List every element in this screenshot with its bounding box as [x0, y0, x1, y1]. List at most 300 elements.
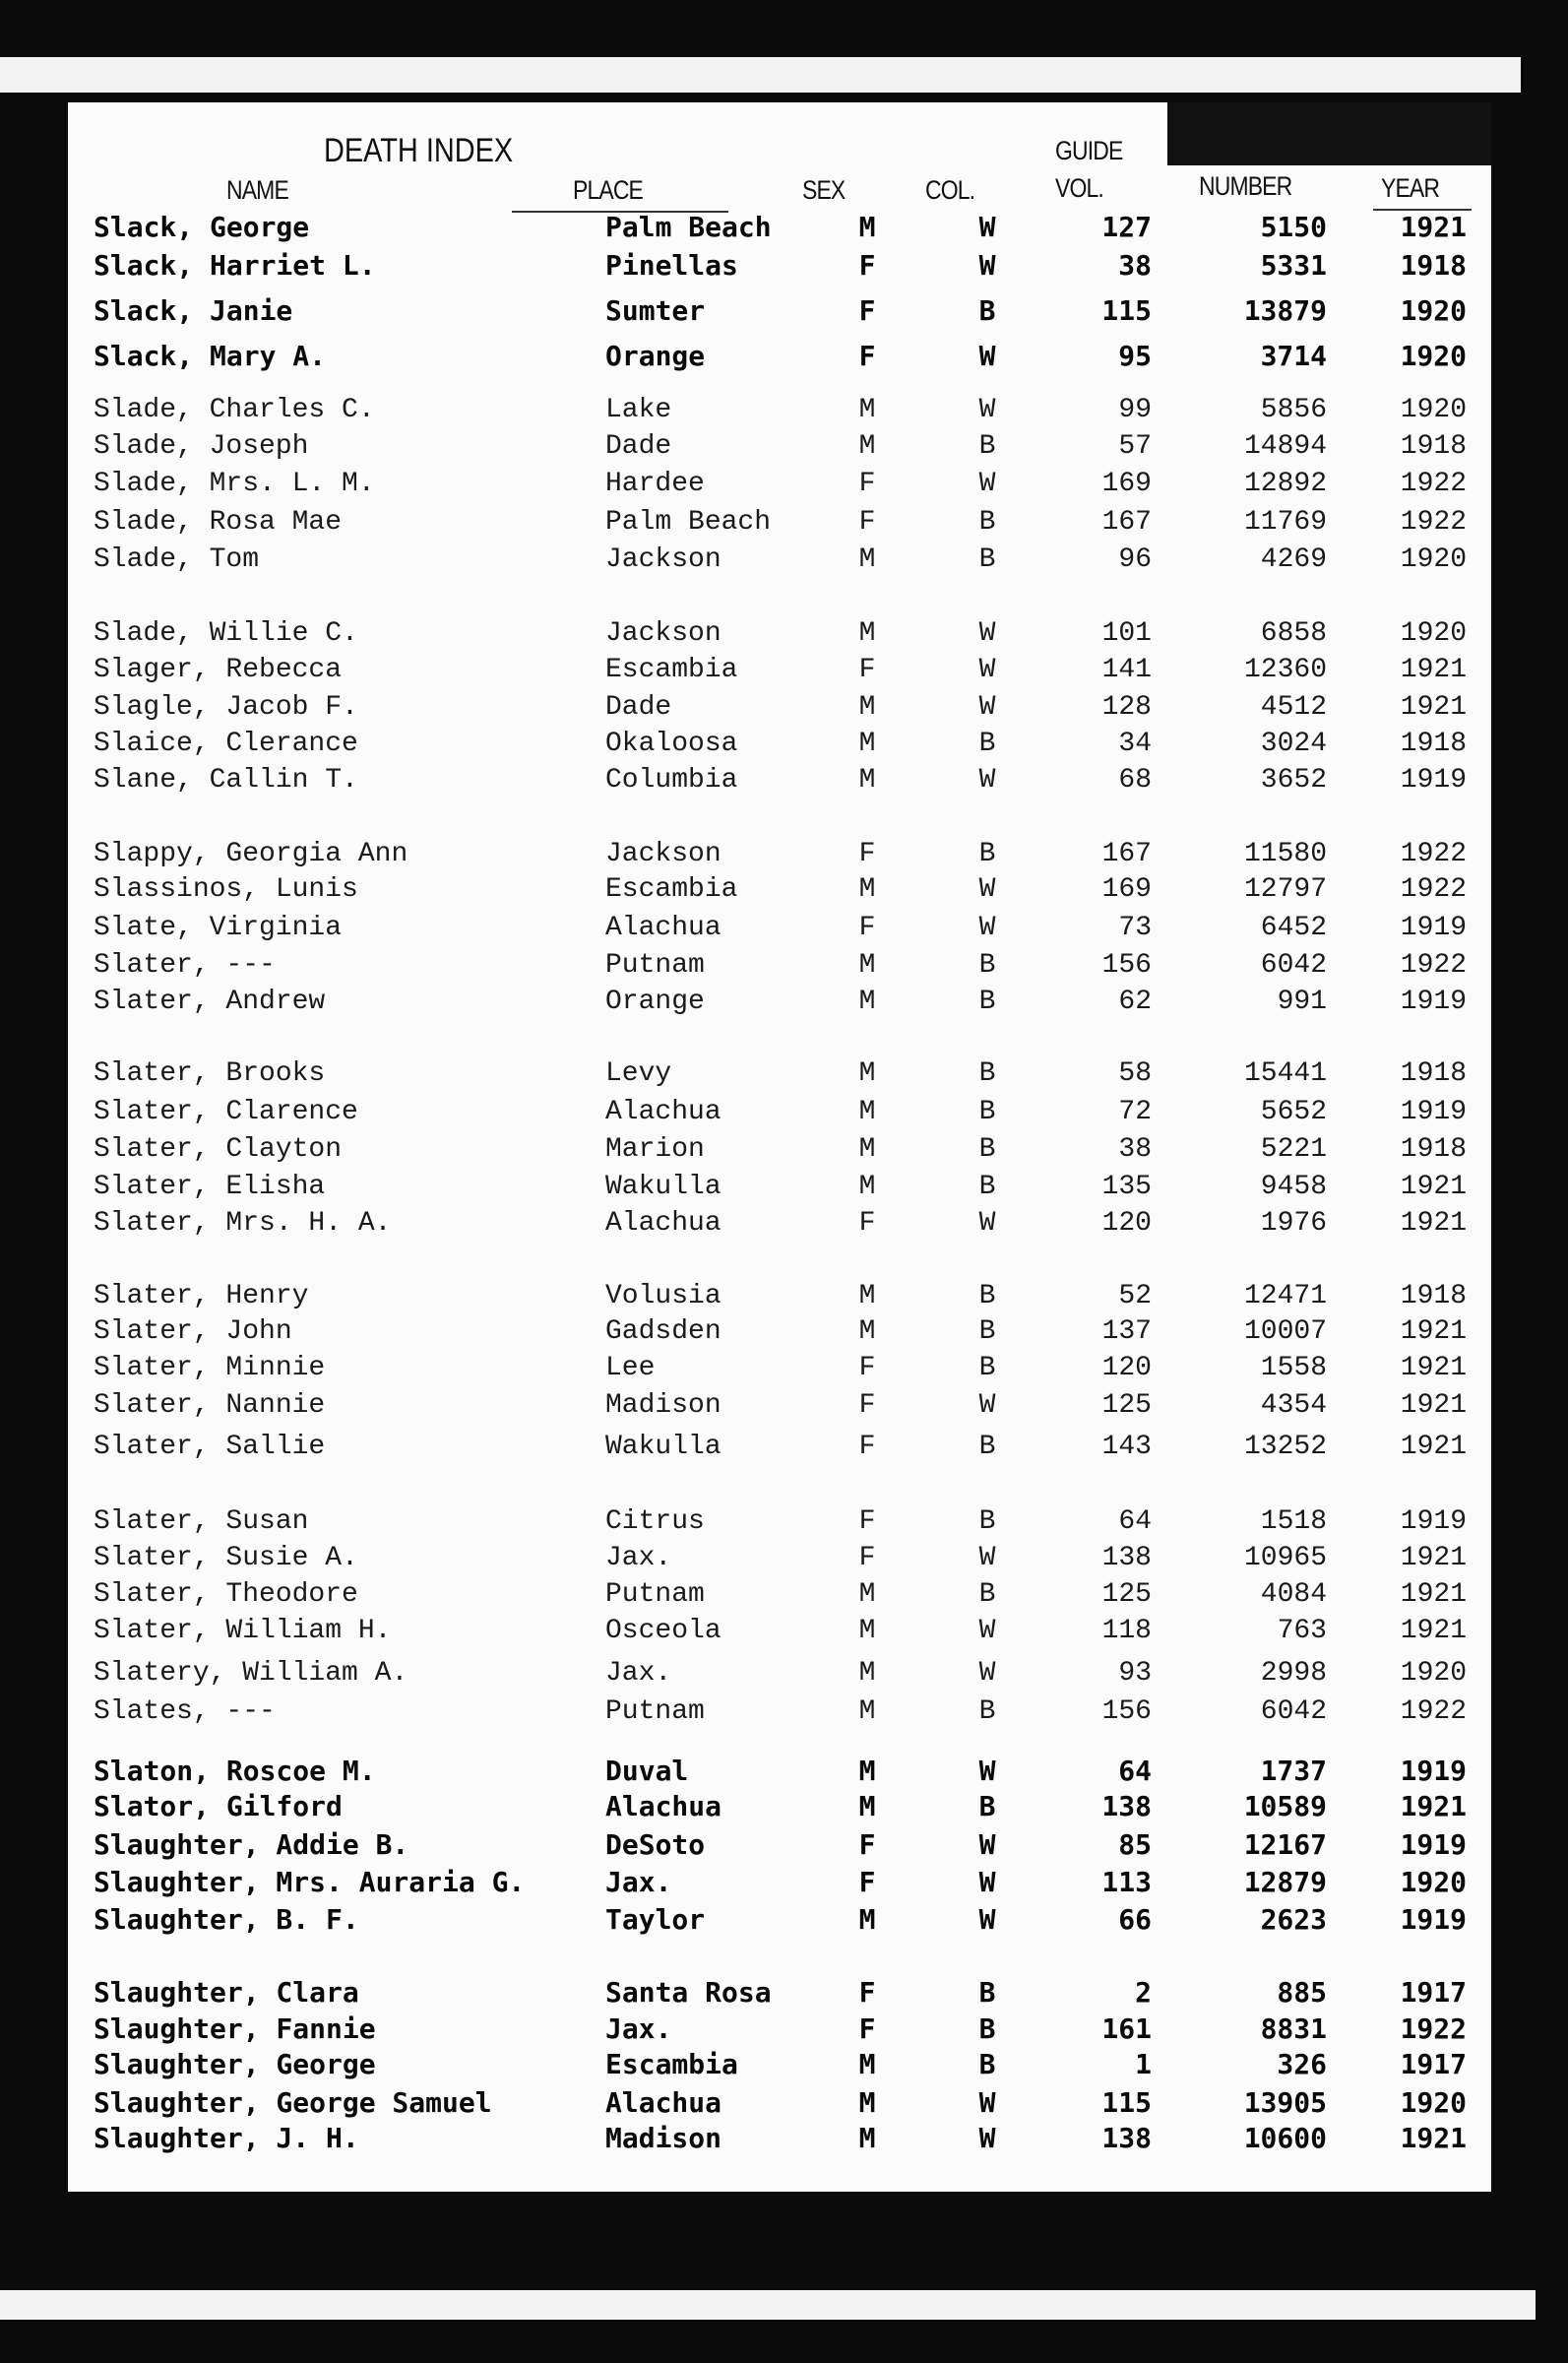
row-year: 1919: [1400, 1903, 1467, 1936]
row-volume: 1: [1135, 2048, 1152, 2080]
row-number: 5150: [1260, 211, 1327, 243]
row-place: Putnam: [605, 950, 705, 981]
row-place: Orange: [605, 987, 705, 1017]
row-number: 13905: [1243, 2086, 1327, 2119]
row-number: 12360: [1243, 655, 1327, 685]
row-name: Slaughter, B. F.: [94, 1903, 359, 1936]
table-row: [0, 839, 1568, 874]
row-name: Slaughter, Addie B.: [94, 1828, 409, 1861]
row-place: Marion: [605, 1134, 705, 1165]
row-number: 14894: [1243, 431, 1327, 462]
row-sex: F: [858, 294, 876, 327]
row-number: 13879: [1243, 294, 1327, 327]
row-name: Slater, Henry: [94, 1281, 309, 1311]
row-year: 1920: [1400, 618, 1467, 649]
row-place: Alachua: [605, 1097, 721, 1127]
table-row: [0, 1755, 1568, 1790]
row-name: Slaughter, George Samuel: [94, 2086, 492, 2119]
row-place: Jackson: [605, 618, 721, 649]
row-volume: 113: [1101, 1866, 1152, 1898]
row-sex: M: [858, 395, 876, 425]
scan-bottom-strip: [0, 2290, 1536, 2320]
row-place: Jax.: [605, 1866, 672, 1898]
row-sex: F: [858, 1353, 876, 1383]
row-volume: 120: [1101, 1353, 1152, 1383]
row-sex: M: [858, 692, 876, 723]
row-color: B: [978, 1316, 996, 1347]
table-row: [0, 469, 1568, 504]
row-place: Jax.: [605, 2012, 672, 2045]
row-color: W: [978, 211, 996, 243]
row-number: 10600: [1243, 2122, 1327, 2154]
row-color: W: [978, 1903, 996, 1936]
row-color: B: [978, 1432, 996, 1462]
row-name: Slaughter, Clara: [94, 1976, 359, 2009]
row-year: 1920: [1400, 1658, 1467, 1689]
row-place: Jax.: [605, 1543, 672, 1573]
row-year: 1918: [1400, 729, 1467, 759]
row-place: Okaloosa: [605, 729, 738, 759]
row-color: B: [978, 1976, 996, 2009]
table-row: [0, 1579, 1568, 1615]
row-place: Palm Beach: [605, 211, 772, 243]
row-place: Lee: [605, 1353, 656, 1383]
row-name: Slappy, Georgia Ann: [94, 839, 408, 869]
row-place: Palm Beach: [605, 507, 772, 538]
row-sex: M: [858, 618, 876, 649]
row-name: Slager, Rebecca: [94, 655, 343, 685]
row-name: Slagle, Jacob F.: [94, 692, 358, 723]
row-place: Escambia: [605, 2048, 738, 2080]
table-row: [0, 987, 1568, 1022]
row-name: Slater, Mrs. H. A.: [94, 1208, 392, 1239]
row-name: Slater, Minnie: [94, 1353, 326, 1383]
row-number: 8831: [1260, 2012, 1327, 2045]
row-name: Slater, Clayton: [94, 1134, 343, 1165]
row-year: 1918: [1400, 431, 1467, 462]
row-volume: 72: [1118, 1097, 1152, 1127]
row-name: Slate, Virginia: [94, 913, 343, 943]
row-year: 1921: [1400, 211, 1467, 243]
row-year: 1917: [1400, 2048, 1467, 2080]
row-name: Slaughter, Mrs. Auraria G.: [94, 1866, 526, 1898]
header-number: NUMBER: [1199, 171, 1292, 201]
row-year: 1921: [1400, 1616, 1467, 1646]
row-sex: F: [858, 1828, 876, 1861]
row-number: 6452: [1260, 913, 1327, 943]
guide-label: GUIDE: [1055, 136, 1123, 165]
row-place: Dade: [605, 692, 672, 723]
row-year: 1917: [1400, 1976, 1467, 2009]
table-row: [0, 1790, 1568, 1825]
row-sex: M: [858, 1281, 876, 1311]
row-place: Orange: [605, 340, 706, 372]
row-volume: 156: [1101, 950, 1152, 981]
table-row: [0, 1696, 1568, 1732]
row-name: Slater, Theodore: [94, 1579, 358, 1610]
row-volume: 138: [1101, 2122, 1152, 2154]
row-sex: F: [858, 1866, 876, 1898]
table-row: [0, 1208, 1568, 1244]
row-color: W: [978, 1755, 996, 1787]
row-color: B: [978, 1058, 996, 1089]
row-name: Slatery, William A.: [94, 1658, 408, 1689]
row-sex: F: [858, 2012, 876, 2045]
table-row: [0, 249, 1568, 285]
row-name: Slade, Rosa Mae: [94, 507, 343, 538]
row-place: DeSoto: [605, 1828, 706, 1861]
table-row: [0, 395, 1568, 430]
row-name: Slater, Brooks: [94, 1058, 326, 1089]
row-year: 1918: [1400, 1134, 1467, 1165]
table-row: [0, 1058, 1568, 1094]
row-place: Putnam: [605, 1579, 705, 1610]
row-place: Gadsden: [605, 1316, 721, 1347]
row-volume: 125: [1101, 1390, 1152, 1421]
row-color: W: [978, 1616, 996, 1646]
row-year: 1922: [1400, 1696, 1467, 1727]
row-color: B: [978, 1281, 996, 1311]
row-place: Jax.: [605, 1658, 672, 1689]
table-row: [0, 913, 1568, 948]
row-number: 12879: [1243, 1866, 1327, 1898]
row-volume: 38: [1118, 249, 1152, 282]
row-volume: 64: [1118, 1506, 1152, 1537]
row-color: W: [978, 469, 996, 499]
row-volume: 120: [1101, 1208, 1152, 1239]
row-volume: 115: [1101, 2086, 1152, 2119]
row-volume: 115: [1101, 294, 1152, 327]
row-name: Slane, Callin T.: [94, 765, 358, 796]
row-sex: M: [858, 1097, 876, 1127]
row-color: B: [978, 2012, 996, 2045]
row-year: 1921: [1400, 1390, 1467, 1421]
row-volume: 95: [1118, 340, 1152, 372]
row-name: Slates, ---: [94, 1696, 276, 1727]
row-year: 1919: [1400, 913, 1467, 943]
row-name: Slack, Mary A.: [94, 340, 327, 372]
row-sex: F: [858, 249, 876, 282]
row-year: 1922: [1400, 950, 1467, 981]
row-volume: 161: [1101, 2012, 1152, 2045]
row-place: Volusia: [605, 1281, 721, 1311]
row-color: B: [978, 544, 996, 575]
row-name: Slaughter, George: [94, 2048, 376, 2080]
row-number: 3714: [1260, 340, 1327, 372]
row-color: W: [978, 913, 996, 943]
row-place: Alachua: [605, 1790, 722, 1822]
header-col: COL.: [925, 175, 975, 205]
row-volume: 128: [1101, 692, 1152, 723]
table-row: [0, 2048, 1568, 2083]
row-sex: F: [858, 1976, 876, 2009]
row-year: 1922: [1400, 469, 1467, 499]
row-year: 1922: [1400, 2012, 1467, 2045]
table-row: [0, 618, 1568, 654]
row-number: 5331: [1260, 249, 1327, 282]
row-sex: F: [858, 1432, 876, 1462]
row-volume: 62: [1118, 987, 1152, 1017]
row-color: B: [978, 1696, 996, 1727]
row-volume: 138: [1101, 1790, 1152, 1822]
row-number: 6042: [1260, 950, 1327, 981]
row-sex: M: [858, 1316, 876, 1347]
row-name: Slater, Sallie: [94, 1432, 326, 1462]
row-name: Slaton, Roscoe M.: [94, 1755, 376, 1787]
row-color: B: [978, 987, 996, 1017]
row-number: 1558: [1260, 1353, 1327, 1383]
row-sex: M: [858, 1172, 876, 1202]
row-year: 1921: [1400, 1432, 1467, 1462]
row-number: 10589: [1243, 1790, 1327, 1822]
row-year: 1922: [1400, 874, 1467, 905]
row-year: 1922: [1400, 839, 1467, 869]
row-color: B: [978, 839, 996, 869]
row-place: Alachua: [605, 2086, 722, 2119]
row-number: 15441: [1243, 1058, 1327, 1089]
row-name: Slaughter, J. H.: [94, 2122, 359, 2154]
row-number: 3652: [1260, 765, 1327, 796]
row-sex: M: [858, 950, 876, 981]
row-number: 1518: [1260, 1506, 1327, 1537]
row-year: 1921: [1400, 692, 1467, 723]
row-volume: 2: [1135, 1976, 1152, 2009]
row-year: 1920: [1400, 395, 1467, 425]
row-number: 4084: [1260, 1579, 1327, 1610]
table-row: [0, 1390, 1568, 1426]
row-name: Slater, ---: [94, 950, 276, 981]
row-number: 6042: [1260, 1696, 1327, 1727]
row-color: B: [978, 1097, 996, 1127]
row-sex: M: [858, 1658, 876, 1689]
row-color: W: [978, 1543, 996, 1573]
row-name: Slade, Mrs. L. M.: [94, 469, 375, 499]
row-sex: F: [858, 1208, 876, 1239]
row-color: B: [978, 1134, 996, 1165]
row-year: 1920: [1400, 2086, 1467, 2119]
row-year: 1920: [1400, 340, 1467, 372]
row-year: 1921: [1400, 2122, 1467, 2154]
row-place: Alachua: [605, 913, 721, 943]
row-place: Wakulla: [605, 1432, 721, 1462]
row-volume: 85: [1118, 1828, 1152, 1861]
row-year: 1919: [1400, 1506, 1467, 1537]
row-number: 885: [1277, 1976, 1327, 2009]
row-number: 991: [1277, 987, 1327, 1017]
table-row: [0, 692, 1568, 728]
row-color: W: [978, 874, 996, 905]
row-number: 326: [1277, 2048, 1327, 2080]
row-number: 4512: [1260, 692, 1327, 723]
row-sex: M: [858, 431, 876, 462]
row-sex: M: [858, 1058, 876, 1089]
row-number: 4269: [1260, 544, 1327, 575]
row-year: 1920: [1400, 544, 1467, 575]
row-name: Slade, Willie C.: [94, 618, 358, 649]
row-sex: M: [858, 1579, 876, 1610]
row-name: Slater, Susie A.: [94, 1543, 358, 1573]
table-row: [0, 655, 1568, 690]
row-volume: 138: [1101, 1543, 1152, 1573]
row-sex: M: [858, 1134, 876, 1165]
row-color: B: [978, 2048, 996, 2080]
row-volume: 156: [1101, 1696, 1152, 1727]
row-sex: F: [858, 340, 876, 372]
row-name: Slack, Janie: [94, 294, 293, 327]
row-number: 10007: [1243, 1316, 1327, 1347]
row-year: 1921: [1400, 1353, 1467, 1383]
row-volume: 169: [1101, 874, 1152, 905]
row-color: B: [978, 1172, 996, 1202]
row-volume: 101: [1101, 618, 1152, 649]
row-place: Levy: [605, 1058, 672, 1089]
row-place: Columbia: [605, 765, 738, 796]
row-sex: M: [858, 874, 876, 905]
row-color: W: [978, 765, 996, 796]
row-name: Slater, Andrew: [94, 987, 326, 1017]
row-volume: 118: [1101, 1616, 1152, 1646]
row-name: Slater, William H.: [94, 1616, 392, 1646]
row-number: 12167: [1243, 1828, 1327, 1861]
table-row: [0, 1432, 1568, 1467]
table-row: [0, 544, 1568, 580]
row-color: W: [978, 1208, 996, 1239]
row-sex: F: [858, 1543, 876, 1573]
table-row: [0, 874, 1568, 910]
table-row: [0, 729, 1568, 764]
row-place: Dade: [605, 431, 672, 462]
row-place: Escambia: [605, 874, 738, 905]
row-color: B: [978, 294, 996, 327]
row-number: 2998: [1260, 1658, 1327, 1689]
row-color: W: [978, 340, 996, 372]
row-sex: F: [858, 839, 876, 869]
row-sex: M: [858, 987, 876, 1017]
row-volume: 68: [1118, 765, 1152, 796]
row-name: Slade, Joseph: [94, 431, 309, 462]
row-volume: 57: [1118, 431, 1152, 462]
table-row: [0, 1543, 1568, 1578]
row-number: 12892: [1243, 469, 1327, 499]
table-row: [0, 1281, 1568, 1316]
row-place: Pinellas: [605, 249, 738, 282]
row-sex: M: [858, 1790, 876, 1822]
row-volume: 143: [1101, 1432, 1152, 1462]
row-color: B: [978, 729, 996, 759]
row-place: Santa Rosa: [605, 1976, 772, 2009]
row-year: 1921: [1400, 1208, 1467, 1239]
row-year: 1919: [1400, 987, 1467, 1017]
row-place: Madison: [605, 2122, 722, 2154]
row-number: 13252: [1243, 1432, 1327, 1462]
row-place: Hardee: [605, 469, 705, 499]
row-volume: 73: [1118, 913, 1152, 943]
row-color: W: [978, 692, 996, 723]
row-year: 1918: [1400, 249, 1467, 282]
table-row: [0, 1172, 1568, 1207]
row-volume: 93: [1118, 1658, 1152, 1689]
row-name: Slassinos, Lunis: [94, 874, 358, 905]
row-number: 6858: [1260, 618, 1327, 649]
row-sex: M: [858, 211, 876, 243]
row-sex: M: [858, 765, 876, 796]
row-volume: 34: [1118, 729, 1152, 759]
row-color: W: [978, 2122, 996, 2154]
row-volume: 137: [1101, 1316, 1152, 1347]
row-number: 763: [1277, 1616, 1327, 1646]
row-number: 9458: [1260, 1172, 1327, 1202]
row-sex: F: [858, 655, 876, 685]
row-place: Wakulla: [605, 1172, 721, 1202]
row-name: Slator, Gilford: [94, 1790, 343, 1822]
row-place: Alachua: [605, 1208, 721, 1239]
row-name: Slater, Clarence: [94, 1097, 358, 1127]
row-place: Taylor: [605, 1903, 706, 1936]
row-place: Sumter: [605, 294, 706, 327]
row-color: B: [978, 1790, 996, 1822]
row-year: 1921: [1400, 1543, 1467, 1573]
row-sex: M: [858, 1903, 876, 1936]
header-sex: SEX: [802, 175, 846, 205]
row-name: Slack, George: [94, 211, 310, 243]
row-year: 1921: [1400, 1172, 1467, 1202]
row-sex: F: [858, 913, 876, 943]
row-year: 1918: [1400, 1058, 1467, 1089]
row-color: B: [978, 1506, 996, 1537]
row-number: 5856: [1260, 395, 1327, 425]
row-volume: 58: [1118, 1058, 1152, 1089]
table-row: [0, 1353, 1568, 1388]
row-name: Slater, Nannie: [94, 1390, 326, 1421]
table-row: [0, 294, 1568, 330]
row-year: 1920: [1400, 1866, 1467, 1898]
row-place: Jackson: [605, 839, 721, 869]
row-place: Osceola: [605, 1616, 721, 1646]
table-row: [0, 1316, 1568, 1352]
row-number: 12471: [1243, 1281, 1327, 1311]
row-sex: F: [858, 469, 876, 499]
table-row: [0, 1976, 1568, 2012]
row-volume: 64: [1118, 1755, 1152, 1787]
row-color: B: [978, 1353, 996, 1383]
row-volume: 127: [1101, 211, 1152, 243]
row-year: 1918: [1400, 1281, 1467, 1311]
row-sex: F: [858, 507, 876, 538]
header-name: NAME: [226, 175, 288, 205]
table-row: [0, 1506, 1568, 1542]
row-number: 5652: [1260, 1097, 1327, 1127]
table-row: [0, 2086, 1568, 2122]
row-volume: 141: [1101, 655, 1152, 685]
row-color: W: [978, 1390, 996, 1421]
row-year: 1919: [1400, 1097, 1467, 1127]
row-volume: 96: [1118, 544, 1152, 575]
row-year: 1921: [1400, 655, 1467, 685]
row-color: W: [978, 618, 996, 649]
row-name: Slaice, Clerance: [94, 729, 358, 759]
row-place: Citrus: [605, 1506, 705, 1537]
row-place: Escambia: [605, 655, 738, 685]
row-place: Putnam: [605, 1696, 705, 1727]
row-number: 11769: [1243, 507, 1327, 538]
header-vol: VOL.: [1055, 173, 1103, 203]
row-year: 1922: [1400, 507, 1467, 538]
row-number: 12797: [1243, 874, 1327, 905]
table-row: [0, 1866, 1568, 1901]
row-sex: M: [858, 544, 876, 575]
row-name: Slater, John: [94, 1316, 292, 1347]
row-year: 1921: [1400, 1316, 1467, 1347]
